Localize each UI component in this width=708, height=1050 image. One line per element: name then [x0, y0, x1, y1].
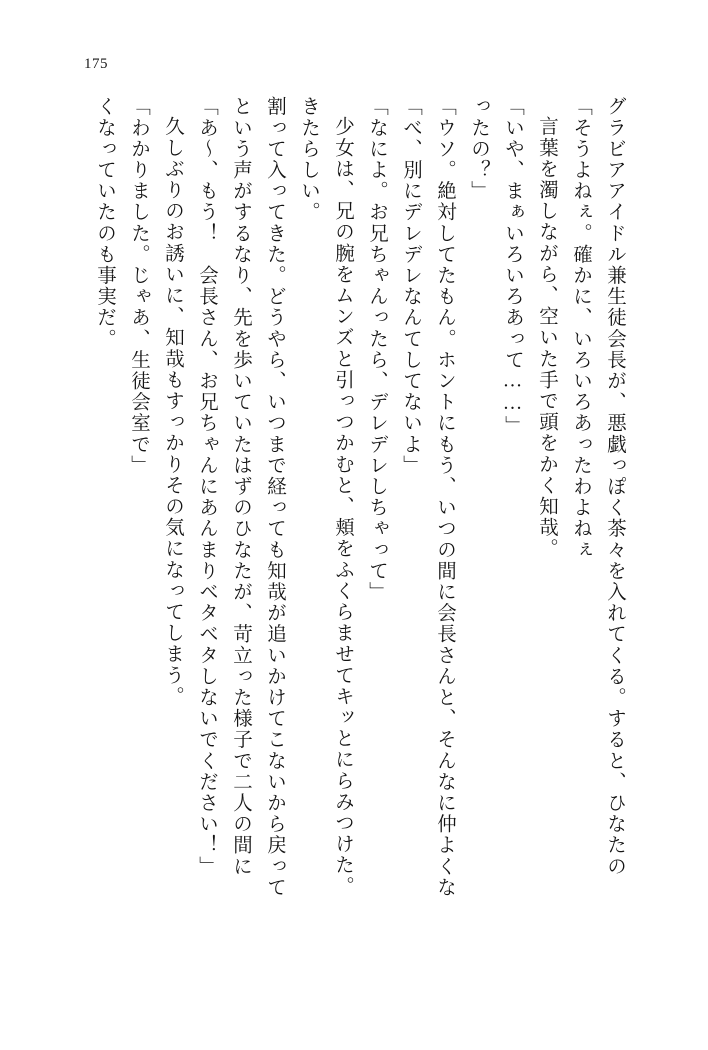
- text-line: 「そうよねぇ。確かに、いろいろあったわよねぇ: [570, 96, 591, 561]
- text-line: という声がするなり、先を歩いていたはずのひなたが、苛立った様子で二人の間に: [230, 96, 251, 877]
- page-number: 175: [84, 56, 108, 72]
- text-line: グラビアアイドル兼生徒会長が、悪戯っぽく茶々を入れてくる。すると、ひなたの: [604, 96, 625, 877]
- text-line: きたらしい。: [298, 96, 319, 223]
- text-line: 「ウソ。絶対してたもん。ホントにもう、いつの間に会長さんと、そんなに仲よくな: [434, 96, 455, 898]
- text-line: 「あ〜、もう！ 会長さん、お兄ちゃんにあんまりベタベタしないでください！」: [196, 96, 217, 877]
- text-line: 言葉を濁しながら、空いた手で頭をかく知哉。: [536, 116, 557, 560]
- text-line: 「わかりました。じゃあ、生徒会室で」: [128, 96, 149, 476]
- text-line: 久しぶりのお誘いに、知哉もすっかりその気になってしまう。: [162, 116, 183, 707]
- text-line: 割って入ってきた。どうやら、いつまで経っても知哉が追いかけてこないから戻って: [264, 96, 285, 898]
- text-line: ったの？」: [468, 96, 489, 202]
- text-line: 「なによ。お兄ちゃんったら、デレデレしちゃって」: [366, 96, 387, 603]
- vertical-text-block: [80, 96, 624, 956]
- text-line: くなっていたのも事実だ。: [94, 96, 115, 350]
- text-line: 少女は、兄の腕をムンズと引っつかむと、頬をふくらませてキッとにらみつけた。: [332, 116, 353, 897]
- text-line: 「いや、まぁいろいろあって……」: [502, 96, 523, 437]
- text-line: 「べ、別にデレデレなんてしてないよ」: [400, 96, 421, 476]
